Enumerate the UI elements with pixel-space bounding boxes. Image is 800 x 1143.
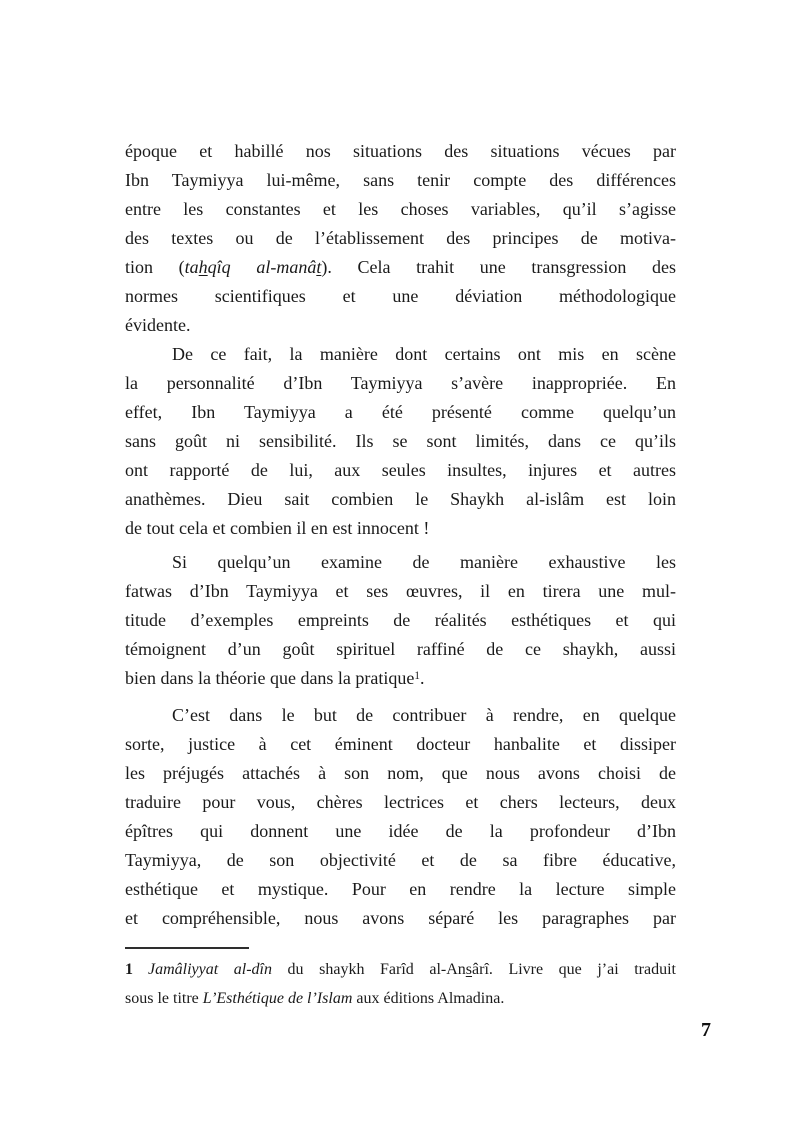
- text-segment: normes scientifiques et une déviation méthodologique: [125, 286, 676, 306]
- paragraph: [125, 137, 676, 340]
- text-segment: ). Cela trahit une transgression des: [321, 257, 677, 277]
- text-segment: évidente.: [125, 315, 191, 335]
- text-segment: sous le titre: [125, 990, 203, 1007]
- text-line: [125, 427, 676, 456]
- text-segment: t: [316, 257, 322, 277]
- text-segment: sans goût ni sensibilité. Ils se sont limités, dans ce qu’ils: [125, 431, 676, 451]
- text-segment: Jamâliyyat al-dîn: [148, 961, 272, 978]
- text-segment: qîq al-manâ: [207, 257, 317, 277]
- text-line: [125, 577, 676, 606]
- text-line: [125, 635, 676, 664]
- text-segment: effet, Ibn Taymiyya a été présenté comme quelqu’un: [125, 402, 676, 422]
- paragraph: [125, 548, 676, 693]
- text-line: [125, 664, 676, 693]
- text-line: [125, 456, 676, 485]
- text-line: [125, 817, 676, 846]
- text-line: [125, 485, 676, 514]
- text-line: [125, 701, 676, 730]
- text-line: [125, 224, 676, 253]
- text-segment: épîtres qui donnent une idée de la profondeur d’Ibn: [125, 821, 676, 841]
- text-segment: des textes ou de l’établissement des principes de motiva-: [125, 228, 676, 248]
- text-segment: ârî. Livre que j’ai traduit: [472, 961, 676, 978]
- text-segment: bien dans la théorie que dans la pratique: [125, 668, 415, 688]
- text-segment: fatwas d’Ibn Taymiyya et ses œuvres, il en tirera une mul-: [125, 581, 676, 601]
- text-line: [125, 904, 676, 933]
- text-line: [125, 369, 676, 398]
- text-line: [125, 548, 676, 577]
- text-segment: Ibn Taymiyya lui-même, sans tenir compte des différences: [125, 170, 676, 190]
- footnote-ref: 1: [414, 669, 420, 682]
- text-line: [125, 137, 676, 166]
- text-segment: du shaykh Farîd al-An: [271, 961, 466, 978]
- text-line: [125, 282, 676, 311]
- text-segment: esthétique et mystique. Pour en rendre la lecture simple: [125, 879, 676, 899]
- text-segment: s: [465, 961, 473, 978]
- text-segment: témoignent d’un goût spirituel raffiné de ce shaykh, aussi: [125, 639, 676, 659]
- text-line: [125, 514, 676, 543]
- text-segment: ont rapporté de lui, aux seules insultes, injures et autres: [125, 460, 676, 480]
- text-line: [125, 195, 676, 224]
- footnote-number: 1: [125, 961, 133, 978]
- text-segment: la personnalité d’Ibn Taymiyya s’avère inappropriée. En: [125, 373, 676, 393]
- text-segment: L’Esthétique de l’Islam: [202, 990, 353, 1007]
- text-line: [125, 875, 676, 904]
- text-segment: De ce fait, la manière dont certains ont mis en scène: [172, 344, 676, 364]
- text-line: [125, 984, 676, 1013]
- text-line: [125, 253, 676, 282]
- text-segment: époque et habillé nos situations des situations vécues par: [125, 141, 676, 161]
- page-text: [125, 137, 676, 1013]
- text-segment: aux éditions Almadina.: [352, 990, 505, 1007]
- text-line: [125, 606, 676, 635]
- text-segment: ta: [184, 257, 199, 277]
- text-line: [125, 730, 676, 759]
- page-number: 7: [701, 1019, 711, 1041]
- text-segment: titude d’exemples empreints de réalités esthétiques et qui: [125, 610, 676, 630]
- text-segment: h: [198, 257, 208, 277]
- text-segment: traduire pour vous, chères lectrices et chers lecteurs, deux: [125, 792, 676, 812]
- text-segment: .: [419, 668, 425, 688]
- text-segment: C’est dans le but de contribuer à rendre, en quelque: [172, 705, 676, 725]
- text-segment: les préjugés attachés à son nom, que nous avons choisi de: [125, 763, 676, 783]
- text-line: [125, 340, 676, 369]
- text-segment: tion (: [125, 257, 185, 277]
- text-segment: sorte, justice à cet éminent docteur hanbalite et dissiper: [125, 734, 676, 754]
- text-segment: entre les constantes et les choses variables, qu’il s’agisse: [125, 199, 676, 219]
- footnote-rule: [125, 947, 249, 949]
- text-segment: et compréhensible, nous avons séparé les paragraphes par: [125, 908, 676, 928]
- text-line: [125, 759, 676, 788]
- text-segment: Si quelqu’un examine de manière exhaustive les: [172, 552, 676, 572]
- footnote: [125, 955, 676, 1013]
- text-line: [125, 311, 676, 340]
- text-line: [125, 955, 676, 984]
- text-line: [125, 846, 676, 875]
- text-line: [125, 398, 676, 427]
- text-line: [125, 788, 676, 817]
- text-segment: de tout cela et combien il en est innocent !: [125, 518, 430, 538]
- text-segment: anathèmes. Dieu sait combien le Shaykh al-islâm est loin: [125, 489, 676, 509]
- paragraph: [125, 701, 676, 933]
- paragraph: [125, 340, 676, 543]
- text-segment: Taymiyya, de son objectivité et de sa fibre éducative,: [125, 850, 676, 870]
- text-line: [125, 166, 676, 195]
- body-paragraphs: [125, 137, 676, 933]
